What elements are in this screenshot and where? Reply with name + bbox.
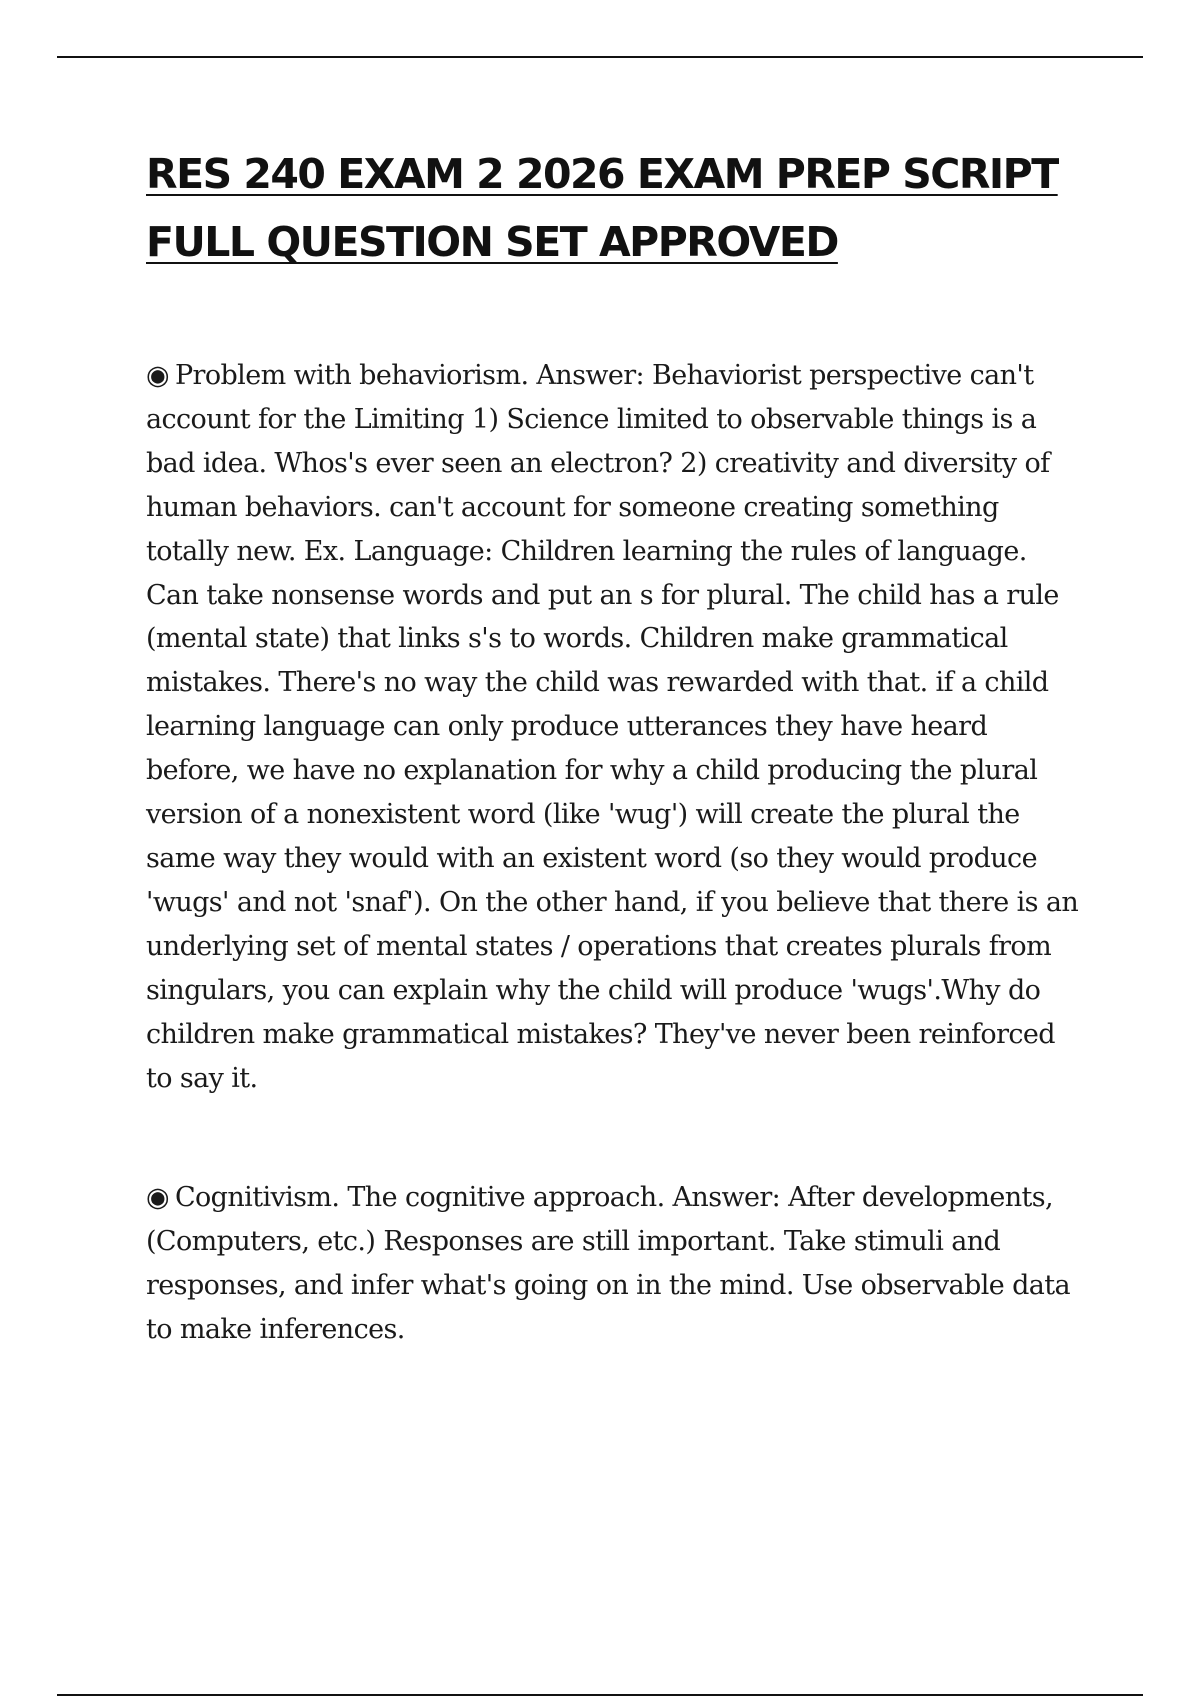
- document-title: [146, 140, 1106, 276]
- qa-item-cognitivism: [146, 1176, 1086, 1352]
- title-line-1: RES 240 EXAM 2 2026 EXAM PREP SCRIPT: [146, 150, 1058, 198]
- qa-item-behaviorism: [146, 354, 1086, 1100]
- qa-item-text: Problem with behaviorism. Answer: Behaviorist perspective can't account for the Limiting 1) Science limited to observable things is a bad idea. Whos's ever seen an electron? 2) creativity and diversity of human behaviors. can't account for someone creating something totally new. Ex. Language: Children learning the rules of language. Can take nonsense words and put an s for plural. The child has a rule (mental state) that links s's to words. Children make grammatical mistakes. There's no way the child was rewarded with that. if a child learning language can only produce utterances they have heard before, we have no explanation for why a child producing the plural version of a nonexistent word (like 'wug') will create the plural the same way they would with an existent word (so they would produce 'wugs' and not 'snaf'). On the other hand, if you believe that there is an underlying set of mental states / operations that creates plurals from singulars, you can explain why the child will produce 'wugs'.Why do children make grammatical mistakes? They've never been reinforced to say it.: [146, 360, 1079, 1094]
- radio-bullet-icon: ◉: [146, 360, 169, 391]
- title-line-2: FULL QUESTION SET APPROVED: [146, 218, 838, 266]
- bottom-rule: [57, 1694, 1143, 1696]
- radio-bullet-icon: ◉: [146, 1182, 169, 1213]
- top-rule: [57, 56, 1143, 58]
- qa-item-text: Cognitivism. The cognitive approach. Answer: After developments, (Computers, etc.) Responses are still important. Take stimuli and responses, and infer what's going on in the mind. Use observable data to make inferences.: [146, 1182, 1071, 1345]
